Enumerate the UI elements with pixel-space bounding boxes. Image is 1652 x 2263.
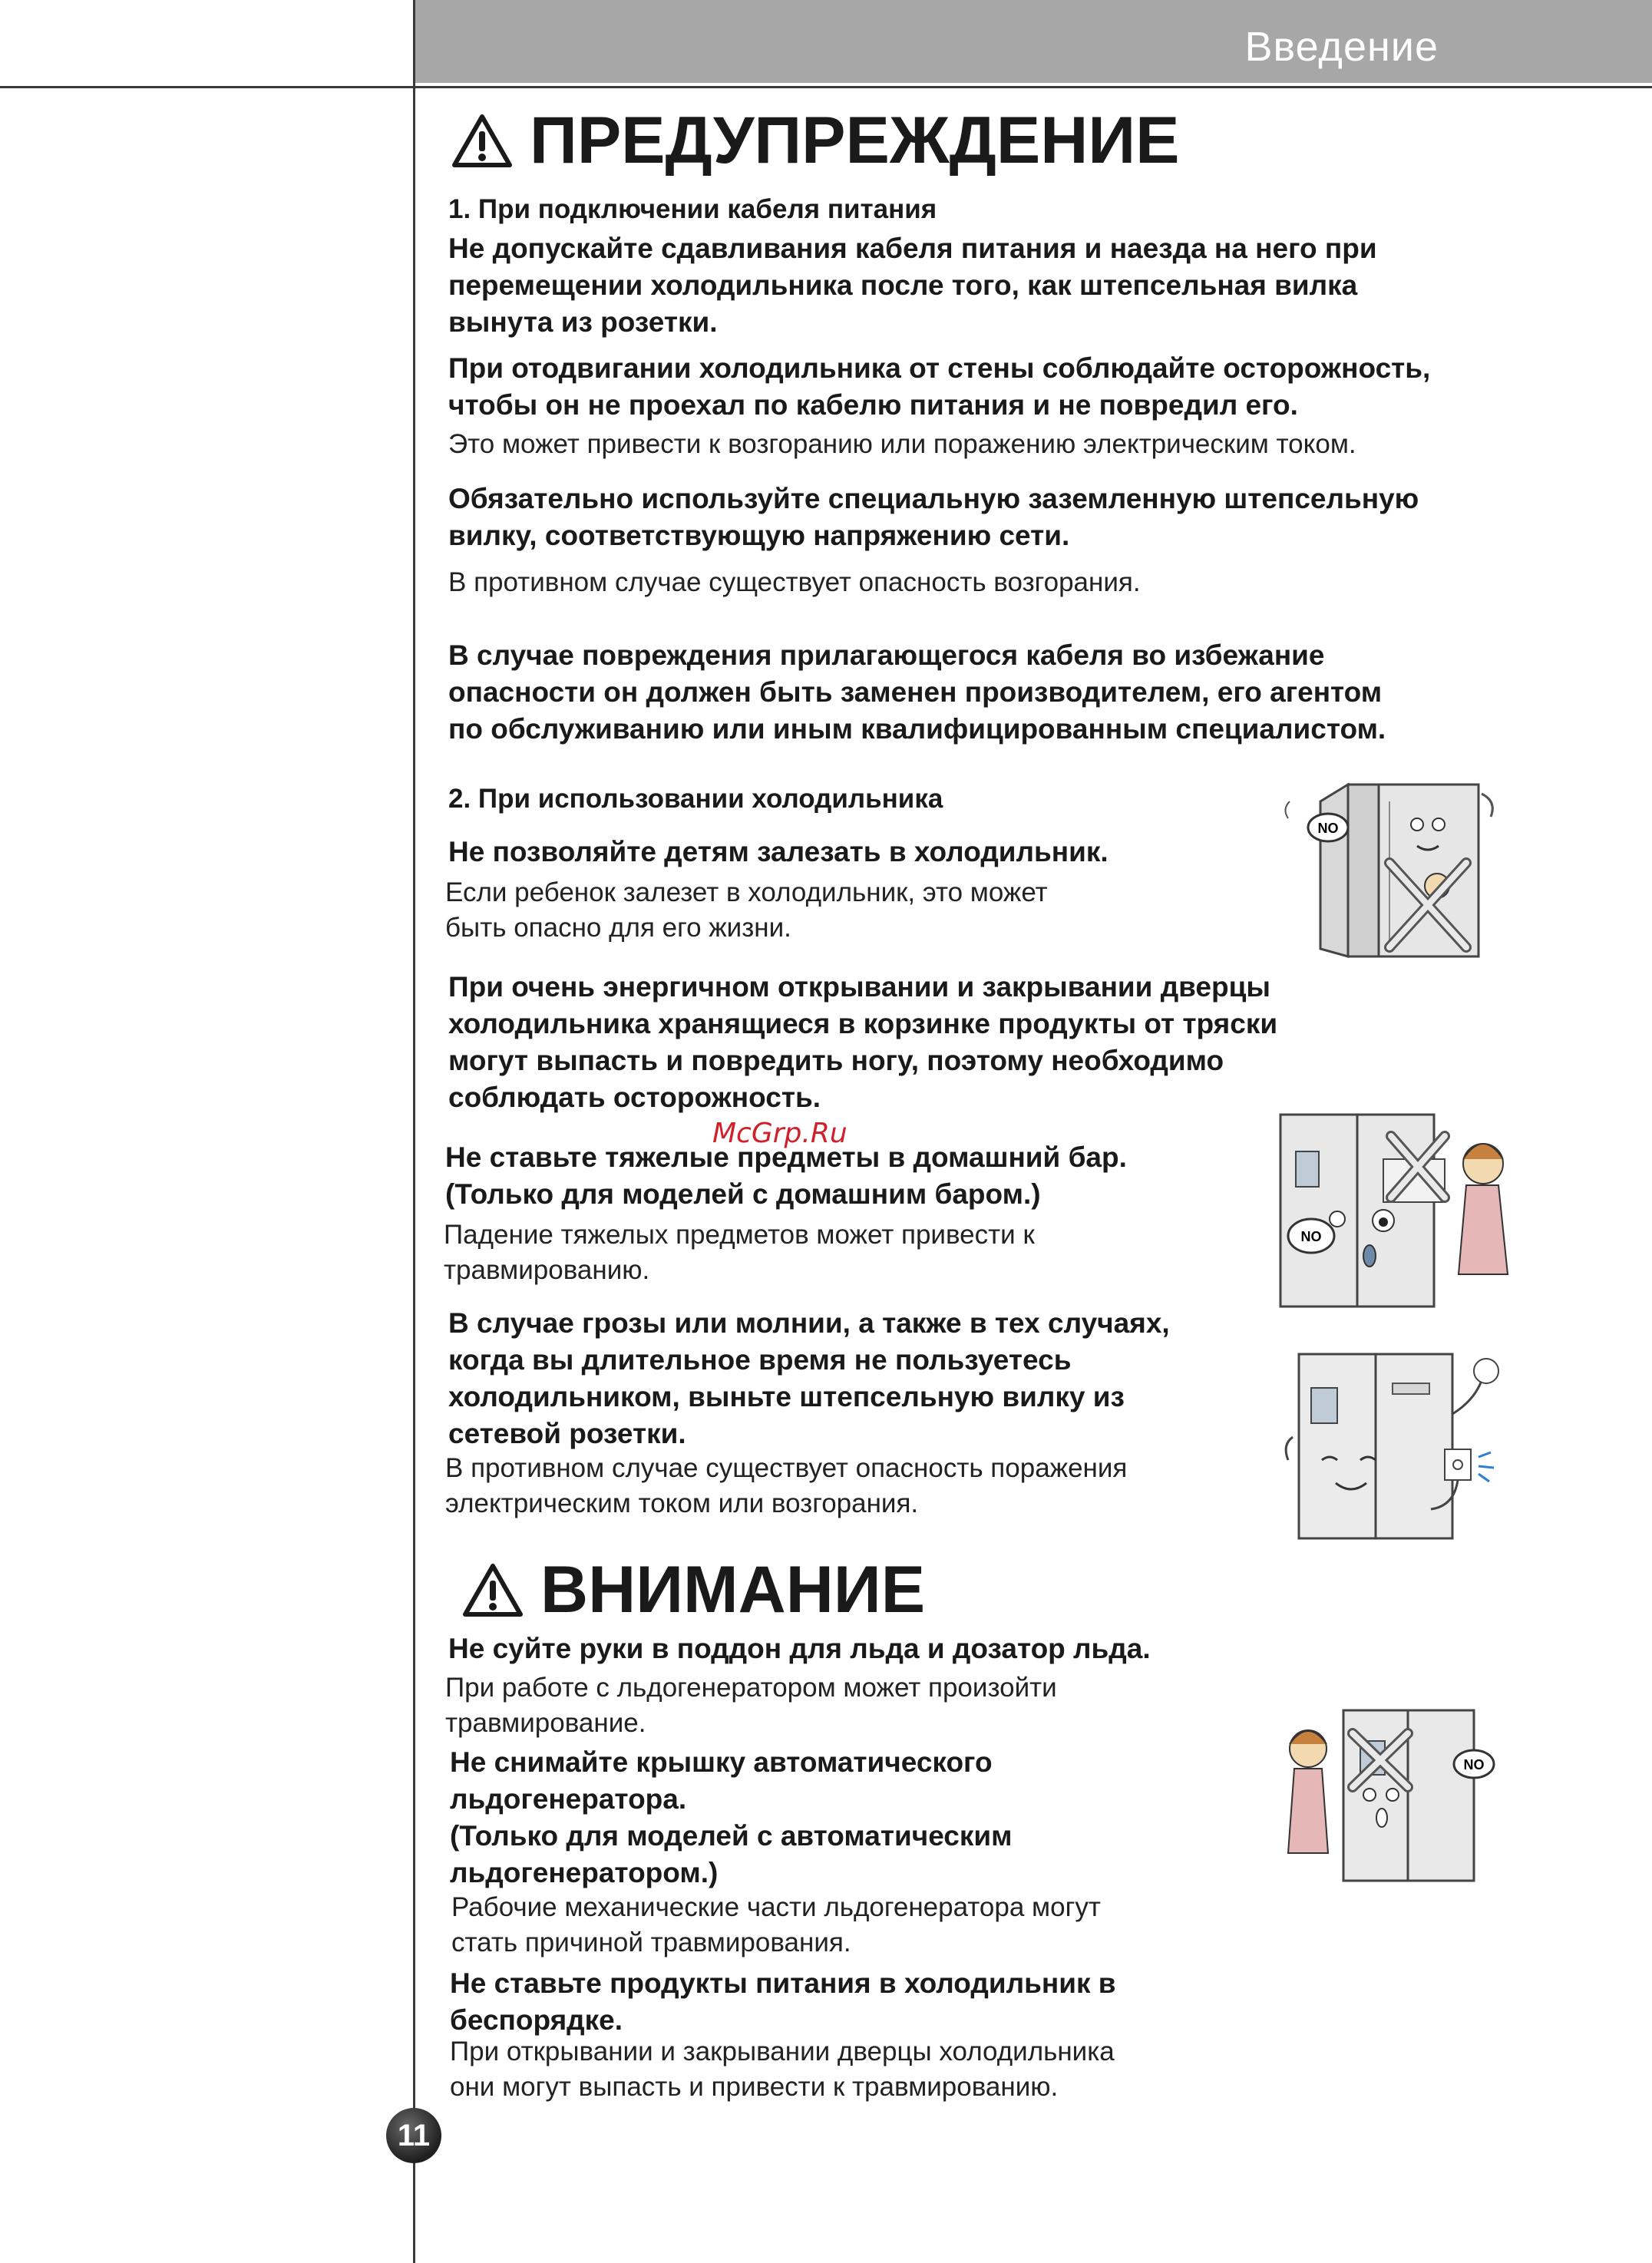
margin-divider <box>413 0 415 2263</box>
paragraph-children: Не позволяйте детям залезать в холодильник. <box>448 836 1108 867</box>
caution-title: ВНИМАНИЕ <box>462 1557 925 1623</box>
warning-title: ПРЕДУПРЕЖДЕНИЕ <box>451 107 1180 173</box>
watermark: McGrp.Ru <box>712 1118 847 1149</box>
note-fire: В противном случае существует опасность возгорания. <box>448 567 1141 597</box>
illustration-icemaker <box>1277 1703 1500 1887</box>
section-title: Введение <box>1244 24 1439 70</box>
paragraph-food-storage: Не ставьте продукты питания в холодильник в беспорядке. <box>450 1967 1116 2036</box>
note-food-storage: При открывании и закрывании дверцы холодильника они могут выпасть и привести к травмированию. <box>450 2037 1115 2102</box>
header-divider <box>0 86 1652 88</box>
caution-triangle-icon <box>462 1562 524 1617</box>
paragraph-icemaker-cover: Не снимайте крышку автоматического льдогенератора. (Только для моделей с автоматическим льдогенератором.) <box>450 1746 1013 1888</box>
section-2-heading: 2. При использовании холодильника <box>448 784 943 814</box>
illustration-child-in-fridge <box>1274 771 1505 963</box>
note-thunderstorm: В противном случае существует опасность поражения электрическим током или возгорания. <box>445 1453 1128 1518</box>
paragraph-home-bar: Не ставьте тяжелые предметы в домашний бар. (Только для моделей с домашним баром.) <box>445 1141 1127 1210</box>
paragraph-ice-tray: Не суйте руки в поддон для льда и дозатор льда. <box>448 1633 1151 1664</box>
paragraph-thunderstorm: В случае грозы или молнии, а также в тех случаях, когда вы длительное время не пользуетесь холодильником, выньте штепсельную вилку из сетевой розетки. <box>448 1307 1170 1449</box>
paragraph-moving-fridge: При отодвигании холодильника от стены соблюдайте осторожность, чтобы он не проехал по кабелю питания и не повредил его. <box>448 352 1431 421</box>
paragraph-grounded-plug: Обязательно используйте специальную заземленную штепсельную вилку, соответствующую напряжению сети. <box>448 483 1419 551</box>
note-home-bar: Падение тяжелых предметов может привести к травмированию. <box>444 1220 1035 1285</box>
illustration-unplug <box>1277 1345 1515 1544</box>
no-label: NO <box>1463 1757 1485 1772</box>
warning-triangle-icon <box>451 113 513 168</box>
section-1-heading: 1. При подключении кабеля питания <box>448 194 937 224</box>
illustration-home-bar <box>1268 1105 1521 1313</box>
note-fire-shock: Это может привести к возгоранию или поражению электрическим током. <box>448 429 1356 459</box>
header-bar <box>415 0 1652 83</box>
no-label: NO <box>1317 821 1339 836</box>
paragraph-cable-crush: Не допускайте сдавливания кабеля питания и наезда на него при перемещении холодильника после того, как штепсельная вилка вынута из розетки. <box>448 233 1377 338</box>
note-ice-tray: При работе с льдогенератором может произойти травмирование. <box>445 1673 1057 1738</box>
page-number: 11 <box>386 2108 441 2163</box>
paragraph-door-shaking: При очень энергичном открывании и закрывании дверцы холодильника хранящиеся в корзинке продукты от тряски могут выпасть и повредить ногу, поэтому необходимо соблюдать осторожность. <box>448 971 1278 1113</box>
no-label: NO <box>1300 1229 1322 1244</box>
note-icemaker-cover: Рабочие механические части льдогенератора могут стать причиной травмирования. <box>451 1892 1101 1957</box>
note-children: Если ребенок залезет в холодильник, это может быть опасно для его жизни. <box>445 877 1048 943</box>
paragraph-damaged-cable: В случае повреждения прилагающегося кабеля во избежание опасности он должен быть заменен производителем, его агентом по обслуживанию или иным квалифицированным специалистом. <box>448 639 1386 745</box>
